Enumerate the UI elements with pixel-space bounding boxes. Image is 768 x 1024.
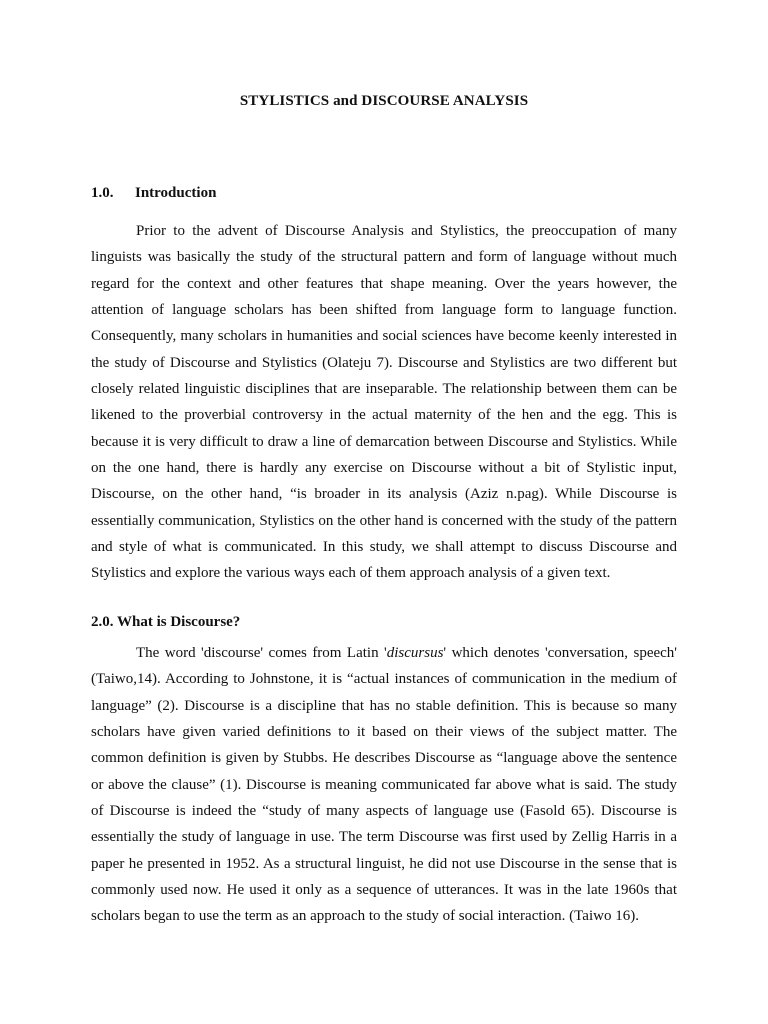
discourse-text-start: The word 'discourse' comes from Latin ' [136,645,387,661]
discourse-paragraph [91,640,677,930]
introduction-paragraph: Prior to the advent of Discourse Analysis and Stylistics, the preoccupation of many linguists was basically the study of the structural pattern and form of language without much regard for the context and other features that shape meaning. Over the years however, the attention of language scholars has been shifted from language form to language function. Consequently, many scholars in humanities and social sciences have become keenly interested in the study of Discourse and Stylistics (Olateju 7). Discourse and Stylistics are two different but closely related linguistic disciplines that are inseparable. The relationship between them can be likened to the proverbial controversy in the actual maternity of the hen and the egg. This is because it is very difficult to draw a line of demarcation between Discourse and Stylistics. While on the one hand, there is hardly any exercise on Discourse without a bit of Stylistic input, Discourse, on the other hand, “is broader in its analysis (Aziz n.pag). While Discourse is essentially communication, Stylistics on the other hand is concerned with the study of the pattern and style of what is communicated. In this study, we shall attempt to discuss Discourse and Stylistics and explore the various ways each of them approach analysis of a given text. [91,223,677,582]
discourse-text-rest: ' which denotes 'conversation, speech' (Taiwo,14). According to Johnstone, it is “actual instances of communication in the medium of language” (2). Discourse is a discipline that has no stable definition. This is because so many scholars have given varied definitions to it based on their views of the subject matter. The common definition is given by Stubbs. He describes Discourse as “language above the sentence or above the clause” (1). Discourse is meaning communicated far above what is said. The study of Discourse is indeed the “study of many aspects of language use (Fasold 65). Discourse is essentially the study of language in use. The term Discourse was first used by Zellig Harris in a paper he presented in 1952. As a structural linguist, he did not use Discourse in the sense that is commonly used now. He used it only as a sequence of utterances. It was in the late 1960s that scholars began to use the term as an approach to the study of social interaction. (Taiwo 16). [91,645,677,925]
section-title: Introduction [135,185,217,201]
section-number: 1.0. [91,185,114,201]
document-title: STYLISTICS and DISCOURSE ANALYSIS [239,93,529,109]
section-heading-introduction [91,185,216,202]
section-heading-what-is-discourse: 2.0. What is Discourse? [91,614,241,630]
latin-term: discursus [386,645,444,661]
